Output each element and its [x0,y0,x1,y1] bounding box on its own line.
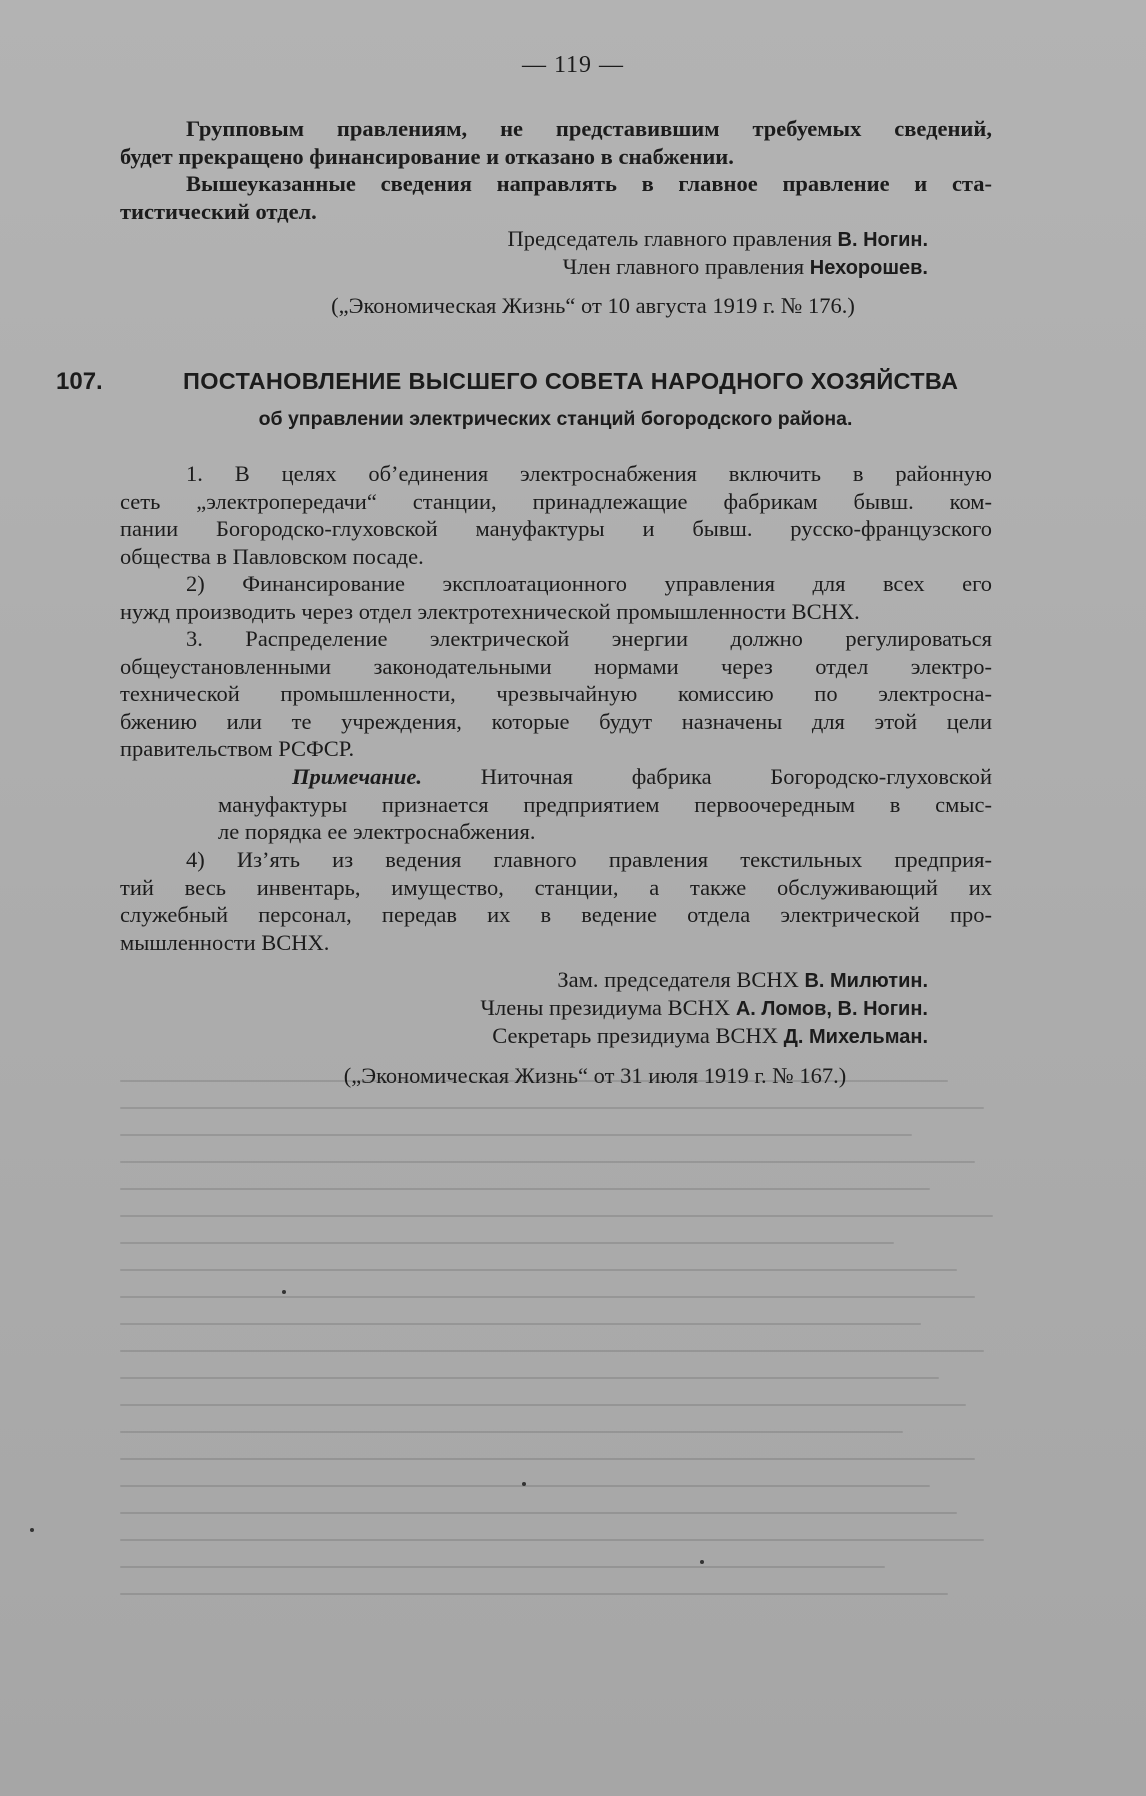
text-line: правительством РСФСР. [120,736,355,761]
signature-role: Секретарь президиума ВСНХ [492,1023,779,1048]
document-number: 107. [56,368,103,395]
text-line: Групповым правлениям, не представившим требуемых сведений, [186,116,992,141]
source-citation: („Экономическая Жизнь“ от 31 июля 1919 г. № 167.) [343,1063,847,1088]
text-line: нужд производить через отдел электротехнической промышленности ВСНХ. [120,598,860,624]
signature-role: Зам. председателя ВСНХ [557,967,799,992]
signature-name: В. Ногин. [837,229,928,251]
text-line: сеть „электропередачи“ станции, принадлежащие фабрикам бывш. ком- [120,488,992,514]
signature-name: Д. Михельман. [783,1026,928,1048]
text-line: будет прекращено финансирование и отказано в снабжении. [120,143,734,169]
text-line: Вышеуказанные сведения направлять в главное правление и ста- [186,171,992,196]
text-line: бжению или те учреждения, которые будут назначены для этой цели [120,708,992,734]
source-citation: („Экономическая Жизнь“ от 10 августа 1919 г. № 176.) [331,293,855,318]
text-line: 4) Из’ять из ведения главного правления текстильных предприя- [186,847,992,872]
signature-name: В. Милютин. [804,970,928,992]
note-text: Ниточная фабрика Богородско-глуховской [480,764,992,789]
text-line: служебный персонал, передав их в ведение отдела электрической про- [120,902,992,927]
text-line: тистический отдел. [120,198,317,224]
signature-line [563,253,928,282]
print-speck [700,1560,704,1564]
signature-line [557,966,928,995]
signature-role: Члены президиума ВСНХ [480,995,731,1020]
signature-line [480,994,928,1023]
text-line: 1. В целях об’единения электроснабжения включить в районную [186,461,992,486]
page-number: — 119 — [521,52,625,78]
text-line: общества в Павловском посаде. [120,543,424,569]
document-subtitle: об управлении электрических станций богородского района. [258,408,853,430]
text-line: мышленности ВСНХ. [120,929,330,955]
show-through-text [120,1080,1020,1640]
signature-name: А. Ломов, В. Ногин. [735,998,928,1020]
paragraph-4 [120,846,992,956]
text-line: тий весь инвентарь, имущество, станции, а также обслуживающий их [120,874,992,900]
note-paragraph [218,763,992,846]
text-line: общеустановленными законодательными нормами через отдел электро- [120,653,992,679]
text-line: пании Богородско-глуховской мануфактуры и бывш. русско-французского [120,516,992,541]
text-line: 3. Распределение электрической энергии должно регулироваться [186,626,992,651]
print-speck [522,1482,526,1486]
text-line: мануфактуры признается предприятием первоочередным в смыс- [218,791,992,817]
paragraph-1 [120,460,992,570]
document-title: ПОСТАНОВЛЕНИЕ ВЫСШЕГО СОВЕТА НАРОДНОГО ХОЗЯЙСТВА [183,368,959,394]
text-line: 2) Финансирование эксплоатационного управления для всех его [186,571,992,596]
text-line [218,763,992,791]
signature-line [492,1022,928,1051]
text-line: ле порядка ее электроснабжения. [218,819,536,844]
note-label: Примечание. [292,764,423,789]
text-line: технической промышленности, чрезвычайную комиссию по электросна- [120,681,992,706]
print-speck [30,1528,34,1532]
print-speck [282,1290,286,1294]
paragraph-2 [120,570,992,625]
signature-line [508,225,929,254]
continuation-paragraph [120,115,992,225]
signature-role: Председатель главного правления [507,226,832,251]
signature-role: Член главного правления [562,254,805,279]
paragraph-3 [120,625,992,763]
signature-name: Нехорошев. [809,257,928,279]
